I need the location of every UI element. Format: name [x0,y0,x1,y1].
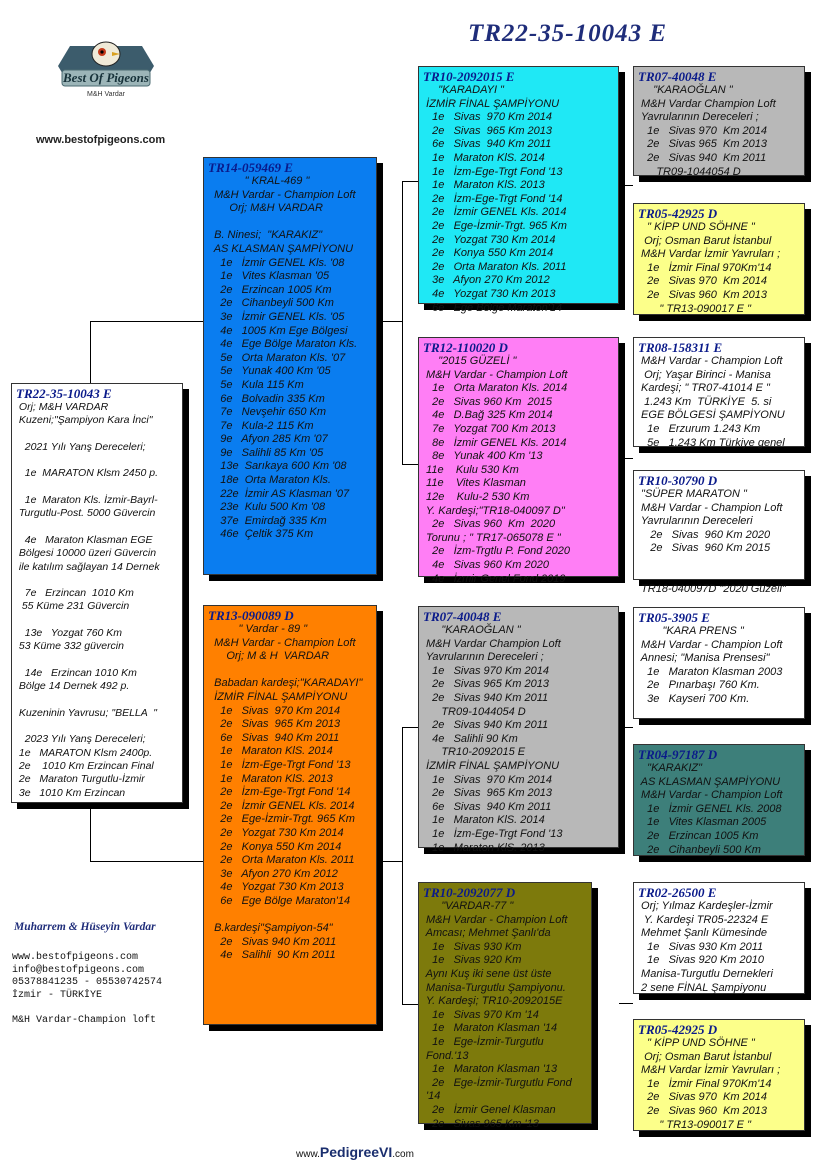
footer-brand-name: PedigreeVI [319,1144,393,1160]
connector [619,1003,633,1005]
card-details: "KARAOĞLAN " M&H Vardar Champion Loft Yavrularının Dereceleri ; 1e Sivas 970 Km 2014 2e Sivas 965 Km 2013 2e Sivas 940 Km 2011 TR09-1044054 D 2e Sivas 940 Km 2011 4e Salihli 90 Km TR10-2092015 E İZMİR FİNAL ŞAMPİYONU 1e Sivas 970 Km 2014 2e Sivas 965 Km 2013 6e Sivas 940 Km 2011 1e Maraton KlS. 2014 1e İzm-Ege-Trgt Fond '13 1e Maraton KlS. 2013 [425,624,563,854]
contact-info: www.bestofpigeons.com info@bestofpigeons.com 05378841235 - 05530742574 İzmir - TÜRKİYE [12,952,163,1001]
connector [90,803,204,862]
website-link[interactable]: www.bestofpigeons.com [36,134,166,146]
card-details: " KİPP UND SÖHNE " Orj; Osman Barut İstanbul M&H Vardar İzmir Yavruları ; 1e İzmir Final 970Km'14 2e Sivas 970 Km 2014 2e Sivas 960 Km 2013 " TR13-090017 E " [641,1037,781,1131]
ring-number: TR08-158311 E [638,340,723,355]
connector [377,321,402,323]
dam-dam-dam-card[interactable] [633,1019,805,1131]
loft-name: M&H Vardar-Champion loft [12,1015,157,1026]
connector [402,727,419,1005]
svg-text:Best Of Pigeons: Best Of Pigeons [63,70,149,85]
ring-number: TR07-40048 E [638,69,717,84]
card-details: "KARADAYI " İZMİR FİNAL ŞAMPİYONU 1e Sivas 970 Km 2014 2e Sivas 965 Km 2013 6e Sivas 940 Km 2011 1e Maraton KlS. 2014 1e İzm-Ege-Trgt Fond '13 1e Maraton KlS. 2013 2e İzm-Ege-Trgt Fond '14 2e İzmir GENEL Kls. 2014 2e Ege-İzmir-Trgt. 965 Km 2e Yozgat 730 Km 2014 2e Konya 550 Km 2014 2e Orta Maraton Kls. 2011 3e Afyon 270 Km 2012 4e Yozgat 730 Km 2013 6e Ege Bölge Maraton'14 [426,84,567,314]
ring-number: TR02-26500 E [638,885,717,900]
sire-card[interactable] [203,157,377,575]
owner-name: Muharrem & Hüseyin Vardar [14,921,156,933]
page-title: TR22-35-10043 E [467,20,668,47]
pigeon-logo-icon [56,38,156,118]
footer-suffix: .com [392,1149,414,1160]
card-details: Orj; M&H VARDAR Kuzeni;"Şampiyon Kara İnci" 2021 Yılı Yanş Dereceleri; 1e MARATON Klsm 2450 p. 1e Maraton Kls. İzmir-Bayrl- Turgutlu-Post. 5000 Güvercin 4e Maraton Klasman EGE Bölgesi 10000 üzeri Güvercin ile katılım sağlayan 14 Dernek 7e Erzincan 1010 Km 55 Küme 231 Güvercin 13e Yozgat 760 Km 53 Küme 332 güvercin 14e Erzincan 1010 Km Bölge 14 Dernek 492 p. Kuzeninin Yavrusu; "BELLA " 2023 Yılı Yanş Dereceleri; 1e MARATON Klsm 2400p. 2e 1010 Km Erzincan Final 2e Maraton Turgutlu-İzmir 3e 1010 Km Erzincan [18,401,160,799]
sire-sire-sire-card[interactable] [633,66,805,176]
card-details: "KARAOĞLAN " M&H Vardar Champion Loft Yavrularının Dereceleri ; 1e Sivas 970 Km 2014 2e Sivas 965 Km 2013 2e Sivas 940 Km 2011 TR09-1044054 D [640,84,776,178]
card-details: "SÜPER MARATON " M&H Vardar - Champion Loft Yavrularının Dereceleri 2e Sivas 960 Km 2020 2e Sivas 960 Km 2015 TR18-040097D "2020 Güzeli" [640,488,786,596]
footer-prefix: www. [296,1149,320,1160]
card-details: Orj; Yılmaz Kardeşler-İzmir Y. Kardeşi TR05-22324 E Mehmet Şanlı Kümesinde 1e Sivas 930 Km 2011 1e Sivas 920 Km 2010 Manisa-Turgutlu Dernekleri 2 sene FİNAL Şampiyonu [641,900,773,994]
card-details: " KRAL-469 " M&H Vardar - Champion Loft Orj; M&H VARDAR B. Ninesi; "KARAKIZ" AS KLASMAN ŞAMPİYONU 1e İzmir GENEL Kls. '08 1e Vites Klasman '05 2e Erzincan 1005 Km 2e Cihanbeyli 500 Km 3e İzmir GENEL Kls. '05 4e 1005 Km Ege Bölgesi 4e Ege Bölge Maraton Kls. 5e Orta Maraton Kls. '07 5e Yunak 400 Km '05 5e Kula 115 Km 6e Bolvadin 335 Km 7e Nevşehir 650 Km 7e Kula-2 115 Km 9e Afyon 285 Km '07 9e Salihli 85 Km '05 13e Sarıkaya 600 Km '08 18e Orta Maraton Kls. 22e İzmir AS Klasman '07 23e Kulu 500 Km '08 37e Emirdağ 335 Km 46e Çeltik 375 Km [213,175,358,541]
sire-dam-sire-card[interactable] [633,337,805,447]
svg-text:M&H Vardar: M&H Vardar [87,91,125,98]
footer-brand[interactable] [296,1144,414,1160]
connector [402,181,419,465]
ring-number: TR13-090089 D [208,608,294,623]
connector [619,185,633,187]
connector [90,321,204,384]
connector [619,458,633,460]
ring-number: TR10-30790 D [638,473,718,488]
dam-sire-dam-card[interactable] [633,744,805,856]
connector [377,861,402,863]
dam-card[interactable] [203,605,377,1025]
card-details: "2015 GÜZELİ " M&H Vardar - Champion Loft 1e Orta Maraton Kls. 2014 2e Sivas 960 Km 2015 4e D.Bağ 325 Km 2014 7e Yozgat 700 Km 2013 8e İzmir GENEL Kls. 2014 8e Yunak 400 Km '13 11e Kulu 530 Km 11e Vites Klasman 12e Kulu-2 530 Km Y. Kardeşi;"TR18-040097 D" 2e Sivas 960 Km 2020 Torunu ; " TR17-065078 E " 2e İzm-Trgtlu P. Fond 2020 4e Sivas 960 Km 2020 4e İzmir Genel Fond 2019 [425,355,570,585]
ring-number: TR10-2092077 D [423,885,516,900]
subject-pigeon-card[interactable] [11,383,183,803]
connector [619,727,633,729]
dam-sire-card[interactable] [418,606,619,854]
dam-sire-sire-card[interactable] [633,607,805,719]
card-details: " Vardar - 89 " M&H Vardar - Champion Loft Orj; M & H VARDAR Babadan kardeşi;"KARADAYI" İZMİR FİNAL ŞAMPİYONU 1e Sivas 970 Km 2014 2e Sivas 965 Km 2013 6e Sivas 940 Km 2011 1e Maraton KlS. 2014 1e İzm-Ege-Trgt Fond '13 1e Maraton KlS. 2013 2e İzm-Ege-Trgt Fond '14 2e İzmir GENEL Kls. 2014 2e Ege-İzmir-Trgt. 965 Km 2e Yozgat 730 Km 2014 2e Konya 550 Km 2014 2e Orta Maraton Kls. 2011 3e Afyon 270 Km 2012 4e Yozgat 730 Km 2013 6e Ege Bölge Maraton'14 B.kardeşi"Şampiyon-54" 2e Sivas 940 Km 2011 4e Salihli 90 Km 2011 [214,623,363,962]
ring-number: TR05-42925 D [638,206,718,221]
dam-dam-card[interactable] [418,882,592,1130]
card-details: M&H Vardar - Champion Loft Orj; Yaşar Birinci - Manisa Kardeşi; " TR07-41014 E " 1.243 Km TÜRKİYE 5. si EGE BÖLGESİ ŞAMPİYONU 1e Erzurum 1.243 Km 5e 1.243 Km Türkiye genel [641,355,785,449]
ring-number: TR05-3905 E [638,610,710,625]
dam-dam-sire-card[interactable] [633,882,805,994]
card-details: "VARDAR-77 " M&H Vardar - Champion Loft Amcası; Mehmet Şanlı'da 1e Sivas 930 Km 1e Sivas 920 Km Aynı Kuş iki sene üst üste Manisa-Turgutlu Şampiyonu. Y. Kardeşi; TR10-2092015E 1e Sivas 970 Km '14 1e Maraton Klasman '14 1e Ege-İzmir-Turgutlu Fond.'13 1e Maraton Klasman '13 2e Ege-İzmir-Turgutlu Fond '14 2e İzmir Genel Klasman 2e Sivas 965 Km '13 [425,900,572,1130]
ring-number: TR14-059469 E [208,160,293,175]
card-details: " KİPP UND SÖHNE " Orj; Osman Barut İstanbul M&H Vardar İzmir Yavruları ; 1e İzmir Final 970Km'14 2e Sivas 970 Km 2014 2e Sivas 960 Km 2013 " TR13-090017 E " [641,221,781,315]
ring-number: TR07-40048 E [423,609,502,624]
ring-number: TR22-35-10043 E [16,386,112,401]
card-details: "KARA PRENS " M&H Vardar - Champion Loft Annesi; "Manisa Prensesi" 1e Maraton Klasman 2003 2e Pınarbaşı 760 Km. 3e Kayseri 700 Km. [640,625,783,705]
sire-sire-dam-card[interactable] [633,203,805,315]
ring-number: TR10-2092015 E [423,69,515,84]
ring-number: TR12-110020 D [423,340,508,355]
best-of-pigeons-logo [56,38,156,118]
card-details: "KARAKIZ" AS KLASMAN ŞAMPİYONU M&H Vardar - Champion Loft 1e İzmir GENEL Kls. 2008 1e Vites Klasman 2005 2e Erzincan 1005 Km 2e Cihanbeyli 500 Km [640,762,783,856]
sire-sire-card[interactable] [418,66,619,314]
sire-dam-card[interactable] [418,337,619,585]
ring-number: TR05-42925 D [638,1022,718,1037]
ring-number: TR04-97187 D [638,747,718,762]
sire-dam-dam-card[interactable] [633,470,805,596]
